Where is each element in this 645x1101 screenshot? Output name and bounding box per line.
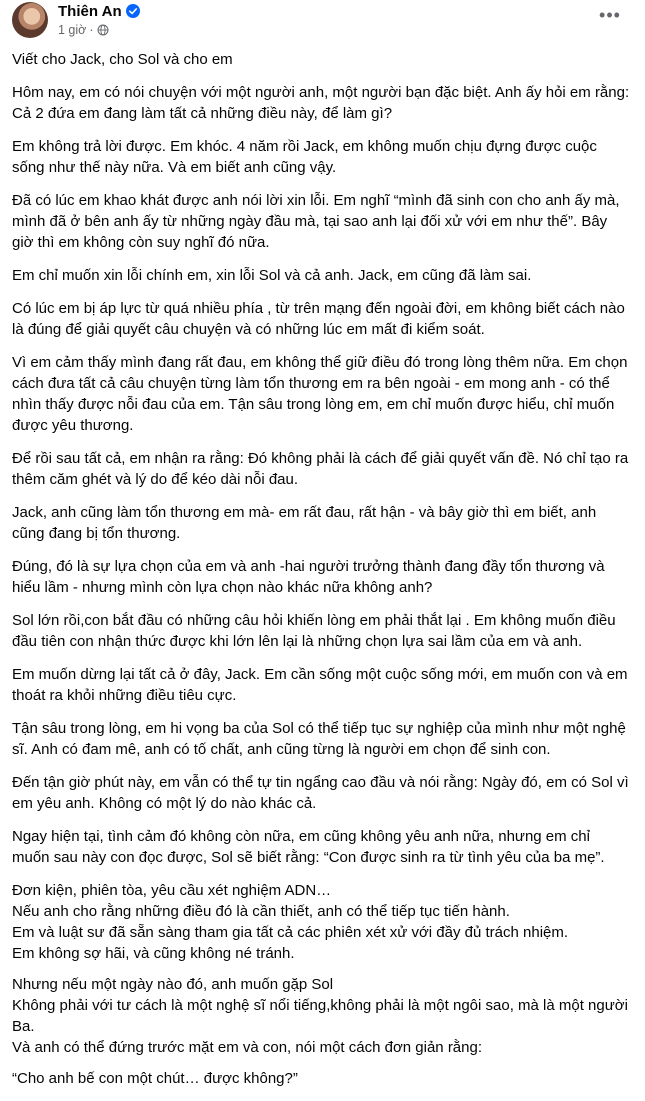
post-paragraph (12, 190, 630, 253)
paragraph-line: Đúng, đó là sự lựa chọn của em và anh -hai người trưởng thành đang đầy tổn thương và hiểu lầm - nhưng mình còn lựa chọn nào khác nữa không anh? (12, 558, 605, 596)
verified-badge-icon (126, 4, 140, 22)
post-paragraph (12, 556, 630, 598)
paragraph-line: Đã có lúc em khao khát được anh nói lời xin lỗi. Em nghĩ “mình đã sinh con cho anh ấy mà, mình đã ở bên anh ấy từ những ngày đầu mà, tại sao anh lại đối xử với em như thế”. Bây giờ thì em không còn suy nghĩ đó nữa. (12, 192, 620, 251)
paragraph-line: Em chỉ muốn xin lỗi chính em, xin lỗi Sol và cả anh. Jack, em cũng đã làm sai. (12, 267, 532, 284)
paragraph-line: Tận sâu trong lòng, em hi vọng ba của Sol có thể tiếp tục sự nghiệp của mình như một nghệ sĩ. Anh có đam mê, anh có tố chất, anh cũng từng là người em chọn để sinh con. (12, 720, 626, 758)
paragraph-line: Và anh có thể đứng trước mặt em và con, nói một cách đơn giản rằng: (12, 1039, 483, 1056)
paragraph-line: Vì em cảm thấy mình đang rất đau, em không thể giữ điều đó trong lòng thêm nữa. Em chọn cách đưa tất cả câu chuyện từng làm tổn thương em ra bên ngoài - em mong anh - có thể nhìn thấy được nỗi đau của em. Tận sâu trong lòng em, em chỉ muốn được hiểu, chỉ muốn được yêu thương. (12, 354, 628, 434)
post-paragraph (12, 82, 630, 124)
meta-separator: · (89, 23, 94, 37)
post-paragraph (12, 718, 630, 760)
post-content (12, 49, 630, 1101)
author-name-text[interactable]: Thiên An (58, 3, 122, 20)
paragraph-line: Sol lớn rồi,con bắt đầu có những câu hỏi khiến lòng em phải thắt lại . Em không muốn điều đầu tiên con nhận thức được khi lớn lên lại là những chọn lựa sai lầm của em và anh. (12, 612, 616, 650)
post-paragraph (12, 610, 630, 652)
post-paragraph (12, 448, 630, 490)
paragraph-line: Nếu anh cho rằng những điều đó là cần thiết, anh có thể tiếp tục tiến hành. (12, 903, 510, 920)
post-body (12, 82, 630, 1089)
paragraph-line: Em và luật sư đã sẵn sàng tham gia tất cả các phiên xét xử với đầy đủ trách nhiệm. (12, 924, 569, 941)
paragraph-line: “Cho anh bế con một chút… được không?” (12, 1070, 298, 1087)
post-paragraph (12, 352, 630, 436)
post-time[interactable]: 1 giờ (58, 23, 87, 37)
globe-icon[interactable] (97, 24, 109, 39)
post-header (0, 0, 645, 44)
paragraph-line: Không phải với tư cách là một nghệ sĩ nổi tiếng,không phải là một ngôi sao, mà là một người Ba. (12, 997, 628, 1035)
paragraph-line: Em muốn dừng lại tất cả ở đây, Jack. Em cần sống một cuộc sống mới, em muốn con và em thoát ra khỏi những điều tiêu cực. (12, 666, 628, 704)
paragraph-line: Jack, anh cũng làm tổn thương em mà- em rất đau, rất hận - và bây giờ thì em biết, anh cũng đang bị tổn thương. (12, 504, 597, 542)
paragraph-line: Em không sợ hãi, và cũng không né tránh. (12, 945, 295, 962)
author-name[interactable] (58, 3, 140, 22)
paragraph-line: Đơn kiện, phiên tòa, yêu cầu xét nghiệm ADN… (12, 882, 332, 899)
paragraph-line: Đến tận giờ phút này, em vẫn có thể tự tin ngẩng cao đầu và nói rằng: Ngày đó, em có Sol vì em yêu anh. Không có một lý do nào khác cả. (12, 774, 629, 812)
paragraph-line: Ngay hiện tại, tình cảm đó không còn nữa, em cũng không yêu anh nữa, nhưng em chỉ muốn sau này con đọc được, Sol sẽ biết rằng: “Con được sinh ra từ tình yêu của ba mẹ”. (12, 828, 605, 866)
paragraph-line: Để rồi sau tất cả, em nhận ra rằng: Đó không phải là cách để giải quyết vấn đề. Nó chỉ tạo ra thêm căm ghét và lý do để kéo dài nỗi đau. (12, 450, 629, 488)
post-paragraph (12, 136, 630, 178)
paragraph-line: Nhưng nếu một ngày nào đó, anh muốn gặp Sol (12, 976, 334, 993)
paragraph-line: Hôm nay, em có nói chuyện với một người anh, một người bạn đặc biệt. Anh ấy hỏi em rằng: Cả 2 đứa em đang làm tất cả những điều này, để làm gì? (12, 84, 630, 122)
more-options-icon[interactable]: ••• (599, 5, 621, 25)
post-paragraph (12, 298, 630, 340)
post-paragraph (12, 502, 630, 544)
post-paragraph (12, 974, 630, 1058)
paragraph-line: Em không trả lời được. Em khóc. 4 năm rồi Jack, em không muốn chịu đựng được cuộc sống như thế này nữa. Và em biết anh cũng vậy. (12, 138, 597, 176)
post-paragraph (12, 265, 630, 286)
post-paragraph (12, 1068, 630, 1089)
post-paragraph (12, 664, 630, 706)
paragraph-line: Có lúc em bị áp lực từ quá nhiều phía , từ trên mạng đến ngoài đời, em không biết cách nào là đúng để giải quyết câu chuyện và có những lúc em mất đi kiểm soát. (12, 300, 625, 338)
post-paragraph (12, 772, 630, 814)
post-paragraph (12, 826, 630, 868)
post-paragraph (12, 880, 630, 964)
post-meta (58, 23, 109, 39)
post-title: Viết cho Jack, cho Sol và cho em (12, 51, 233, 68)
avatar[interactable] (12, 2, 48, 38)
